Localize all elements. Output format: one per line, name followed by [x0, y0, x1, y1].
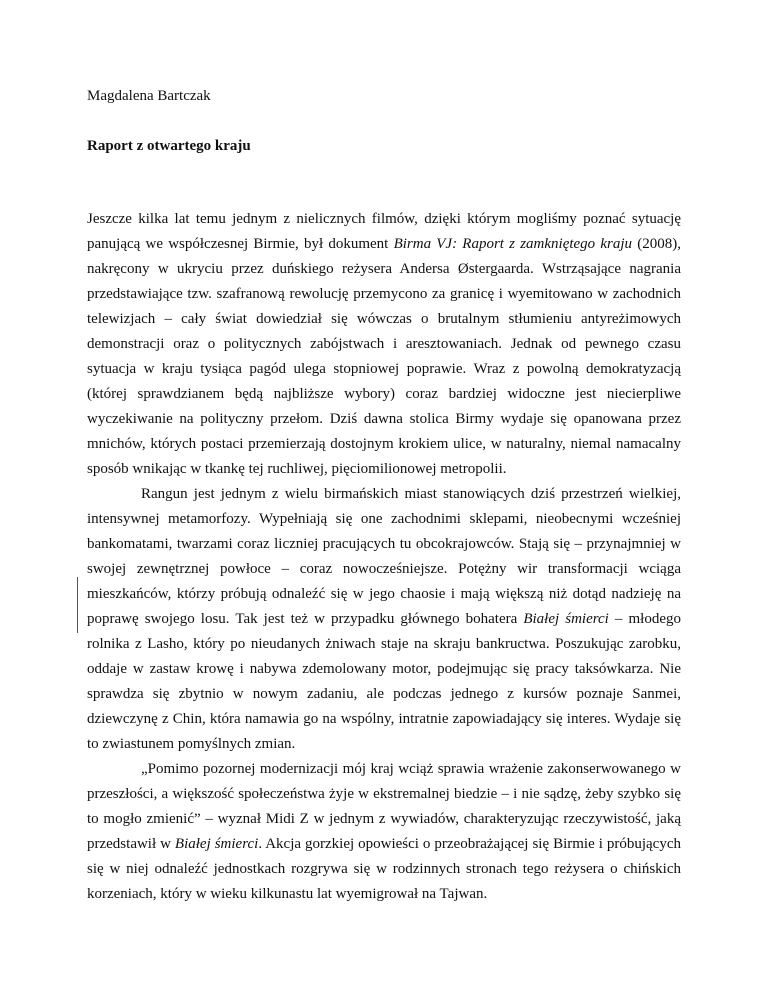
paragraph-3-text-b: . Akcja gorzkiej opowieści o przeobrażającej się Birmie i próbujących się w niej odnaleźć jednostkach rozgrywa się w rodzinnych stronach tego reżysera o chińskich korzeniach, który w wieku kilkunastu lat wyemigrował na Tajwan. — [87, 836, 681, 902]
article-title: Raport z otwartego kraju — [87, 138, 251, 154]
paragraph-1-text-a: Jeszcze kilka lat temu jednym z nielicznych filmów, dzięki którym mogliśmy poznać sytuację panującą we współczesnej Birmie, był dokument — [87, 211, 681, 252]
paragraph-3-film-title: Białej śmierci — [174, 836, 259, 852]
revision-change-bar — [77, 577, 78, 633]
paragraph-2-text-a: Rangun jest jednym z wielu birmańskich miast stanowiących dziś przestrzeń wielkiej, intensywnej metamorfozy. Wypełniają się one zachodnimi sklepami, nieobecnymi wcześniej bankomatami, twarzami coraz liczniej pracujących tu obcokrajowców. Stają się – przynajmniej w swojej zewnętrznej powłoce – coraz nowocześniejsze. Potężny wir transformacji wciąga mieszkańców, którzy próbują odnaleźć się w jego chaosie i mają większą niż dotąd nadzieję na poprawę swojego losu. Tak jest też w przypadku głównego bohatera — [87, 486, 681, 627]
author-name: Magdalena Bartczak — [87, 88, 211, 104]
paragraph-1-text-b: (2008), nakręcony w ukryciu przez duńskiego reżysera Andersa Østergaarda. Wstrząsające nagrania przedstawiające tzw. szafranową rewolucję przemycono za granicę i wyemitowano w zachodnich telewizjach – cały świat dowiedział się wówczas o brutalnym stłumieniu antyreżimowych demonstracji oraz o politycznych zabójstwach i aresztowaniach. Jednak od pewnego czasu sytuacja w kraju tysiąca pagód ulega stopniowej poprawie. Wraz z powolną demokratyzacją (której sprawdzianem będą najbliższe wybory) coraz bardziej widoczne jest niecierpliwe wyczekiwanie na polityczny przełom. Dziś dawna stolica Birmy wydaje się opanowana przez mnichów, których postaci przemierzają dostojnym krokiem ulice, w naturalny, niemal namacalny sposób wnikając w tkankę tej ruchliwej, pięciomilionowej metropolii. — [87, 236, 681, 477]
article-body — [87, 207, 681, 907]
paragraph-2-text-b: – młodego rolnika z Lasho, który po nieudanych żniwach staje na skraju bankructwa. Poszukując zarobku, oddaje w zastaw krowę i nabywa zdemolowany motor, podejmując się pracy taksówkarza. Nie sprawdza się zbytnio w nowym zadaniu, ale podczas jednego z kursów poznaje Sanmei, dziewczynę z Chin, która namawia go na wspólny, intratnie zapowiadający się interes. Wydaje się to zwiastunem pomyślnych zmian. — [87, 611, 681, 752]
paragraph-3-text-a: „Pomimo pozornej modernizacji mój kraj wciąż sprawia wrażenie zakonserwowanego w przeszłości, a większość społeczeństwa żyje w ekstremalnej biedzie – i nie sądzę, żeby szybko się to mogło zmienić” – wyznał Midi Z w jednym z wywiadów, charakteryzując rzeczywistość, jaką przedstawił w — [87, 761, 681, 852]
paragraph-2 — [87, 482, 681, 757]
paragraph-2-film-title: Białej śmierci — [523, 611, 609, 627]
paragraph-1-film-title: Birma VJ: Raport z zamkniętego kraju — [393, 236, 633, 252]
paragraph-3 — [87, 757, 681, 907]
paragraph-1 — [87, 207, 681, 482]
